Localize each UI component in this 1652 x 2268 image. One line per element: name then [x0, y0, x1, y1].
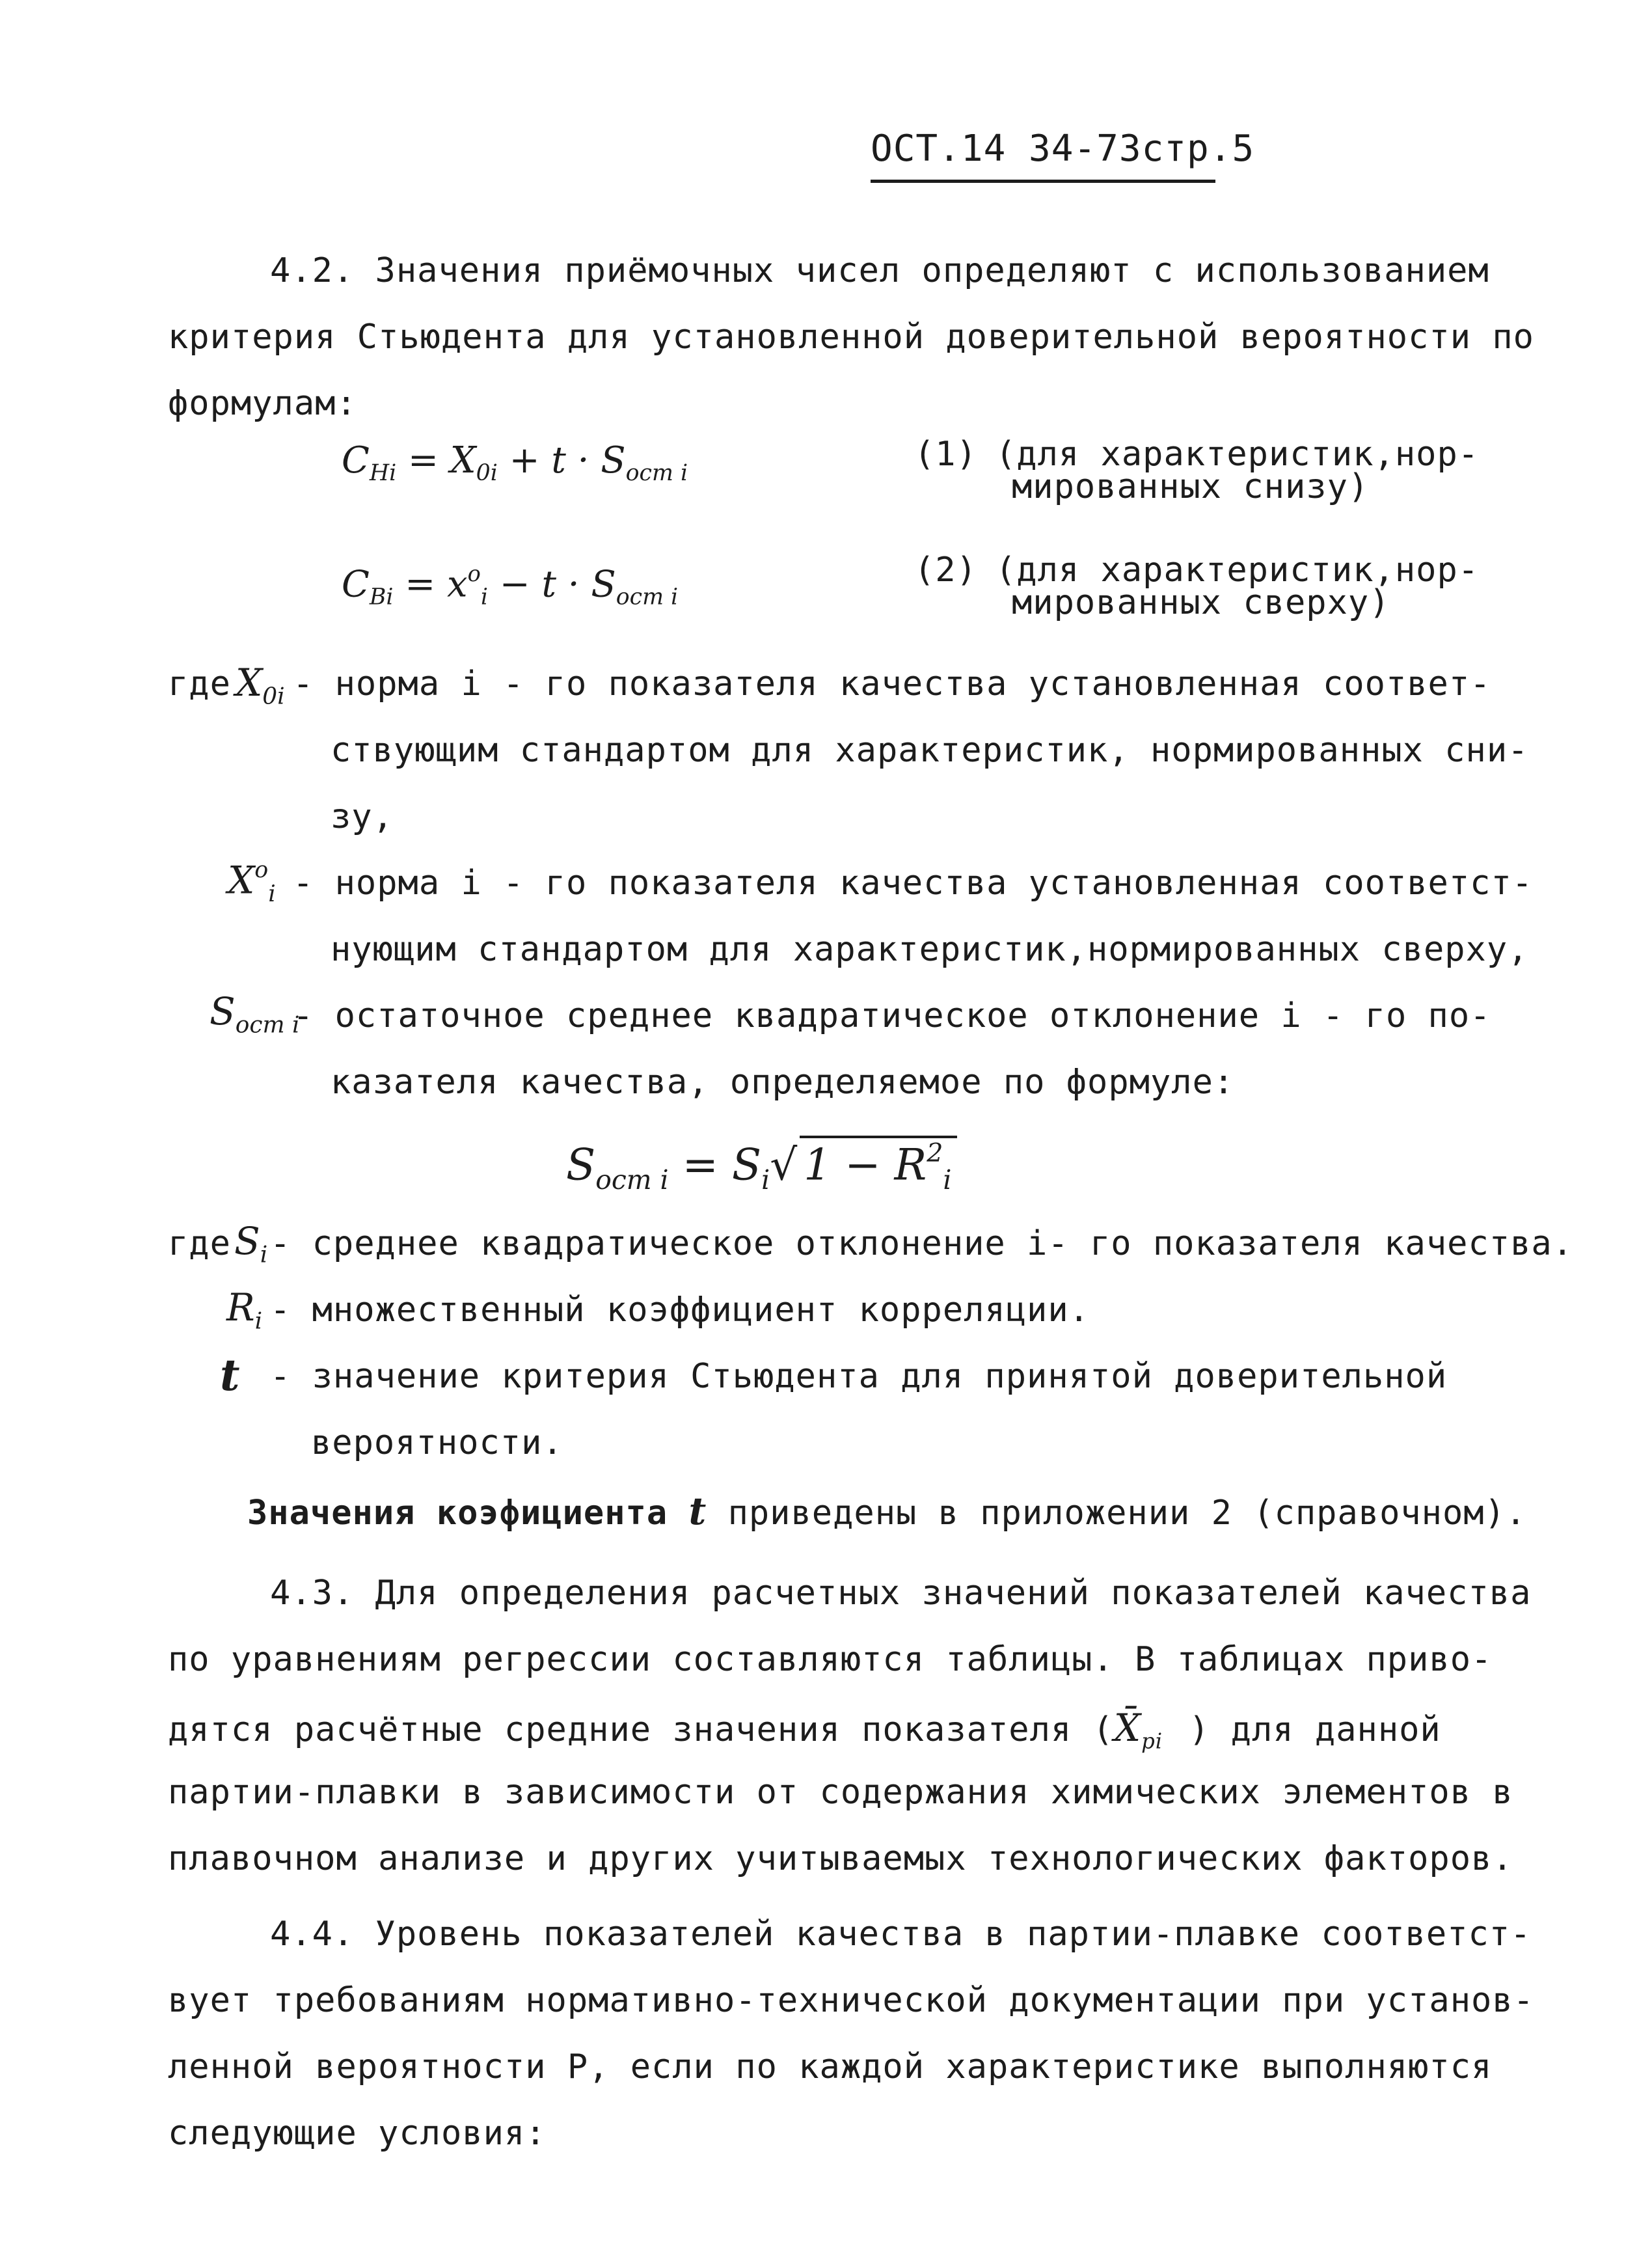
- t-note-post: приведены в приложении 2 (справочном).: [727, 1494, 1527, 1533]
- where-1-line-2: ствующим стандартом для характеристик, нормированных сни-: [331, 731, 1529, 770]
- formula-2-note-2: мированных сверху): [1012, 583, 1390, 622]
- formula-2-x-sup: o: [467, 561, 481, 586]
- s44-line-3: ленной вероятности Р, если по каждой характеристике выполняются: [168, 2047, 1493, 2086]
- s44-line-4: следующие условия:: [168, 2114, 547, 2153]
- formula-2-eq: = x: [393, 563, 468, 606]
- formula-1-s-sub: ocm i: [625, 460, 688, 487]
- formula-1-x-sub: 0i: [476, 460, 498, 487]
- where-6-symbol: t: [220, 1350, 240, 1400]
- where-2-line-1: - норма i - го показателя качества установленная соответст-: [293, 864, 1534, 903]
- where-2-symbol: $X^o_i$: [228, 857, 276, 907]
- where-3-line-2: казателя качества, определяемое по формуле:: [331, 1063, 1235, 1102]
- s43-line-5: плавочном анализе и других учитываемых технологических факторов.: [168, 1839, 1513, 1878]
- formula-2-note-1: (для характеристик,нор-: [995, 551, 1480, 590]
- where-6-line-1: - значение критерия Стьюдента для принятой доверительной: [270, 1357, 1448, 1396]
- s43-line-1: 4.3. Для определения расчетных значений показателей качества: [270, 1574, 1532, 1613]
- xp-symbol: X̄: [1113, 1706, 1142, 1750]
- where-3-line-1: - остаточное среднее квадратическое отклонение i - го по-: [293, 996, 1491, 1035]
- formula-1: [342, 439, 688, 487]
- s43-line-3: дятся расчётные средние значения показателя ($X̄_{pi}$ ) для данной: [168, 1706, 1441, 1754]
- formula-2: [342, 563, 678, 608]
- s43-line-4: партии-плавки в зависимости от содержания химических элементов в: [168, 1773, 1513, 1812]
- sqrt-sign: √: [770, 1140, 798, 1190]
- s44-line-2: вует требованиям нормативно-технической документации при установ-: [168, 1981, 1534, 2020]
- where-4-symbol: $S_i$: [234, 1219, 268, 1268]
- formula-1-lhs-sub: Hi: [369, 460, 397, 487]
- where-3-symbol: $S_{ocm i}$: [210, 989, 300, 1039]
- formula-2-x-sub: i: [480, 584, 488, 610]
- formula-2-number: (2): [914, 551, 977, 590]
- where-4-lead: где: [168, 1224, 231, 1263]
- where-2-line-2: нующим стандартом для характеристик,нормированных сверху,: [331, 930, 1529, 969]
- t-coefficient-note: [247, 1489, 1527, 1533]
- sqrt-radicand: $1 - R^2_i$: [800, 1136, 956, 1194]
- formula-1-op: + t · S: [497, 439, 626, 482]
- formula-2-s-sub: ocm i: [616, 584, 679, 610]
- s42-line-1: 4.2. Значения приёмочных чисел определяют с использованием: [270, 251, 1489, 290]
- where-1-line-1: - норма i - го показателя качества установленная соответ-: [293, 664, 1491, 704]
- t-note-pre: Значения коэфициента: [247, 1494, 668, 1533]
- formula-1-note-2: мированных снизу): [1012, 467, 1370, 506]
- where-5-line-1: - множественный коэффициент корреляции.: [270, 1291, 1090, 1330]
- s42-line-3: формулам:: [168, 384, 357, 423]
- where-1-line-3: зу,: [331, 797, 394, 836]
- where-1-lead: где: [168, 664, 231, 704]
- where-4-line-1: - среднее квадратическое отклонение i- го показателя качества.: [270, 1224, 1574, 1263]
- document-header: ОСТ.14 34-73стр.5: [871, 128, 1255, 170]
- where-1-symbol: $X_{0i}$: [236, 661, 285, 710]
- where-5-symbol: $R_i$: [226, 1285, 263, 1335]
- formula-1-eq: = X: [396, 439, 476, 482]
- formula-1-lhs: C: [342, 439, 370, 482]
- s42-line-2: критерия Стьюдента для установленной доверительной вероятности по: [168, 318, 1534, 357]
- formula-2-lhs-sub: Bi: [369, 584, 394, 610]
- t-note-symbol: t: [688, 1489, 707, 1533]
- header-underline: [871, 180, 1215, 183]
- formula-3: $S_{ocm i} = S_i√$ $1 - R^2_i$: [566, 1136, 957, 1194]
- where-6-line-2: вероятности.: [311, 1423, 563, 1462]
- formula-2-lhs: C: [342, 563, 370, 606]
- s44-line-1: 4.4. Уровень показателей качества в партии-плавке соответст-: [270, 1915, 1532, 1954]
- s43-line-2: по уравнениям регрессии составляются таблицы. В таблицах приво-: [168, 1640, 1493, 1679]
- formula-2-op: − t · S: [487, 563, 616, 606]
- formula-1-number: (1): [914, 435, 977, 474]
- formula-1-note-1: (для характеристик,нор-: [995, 435, 1480, 474]
